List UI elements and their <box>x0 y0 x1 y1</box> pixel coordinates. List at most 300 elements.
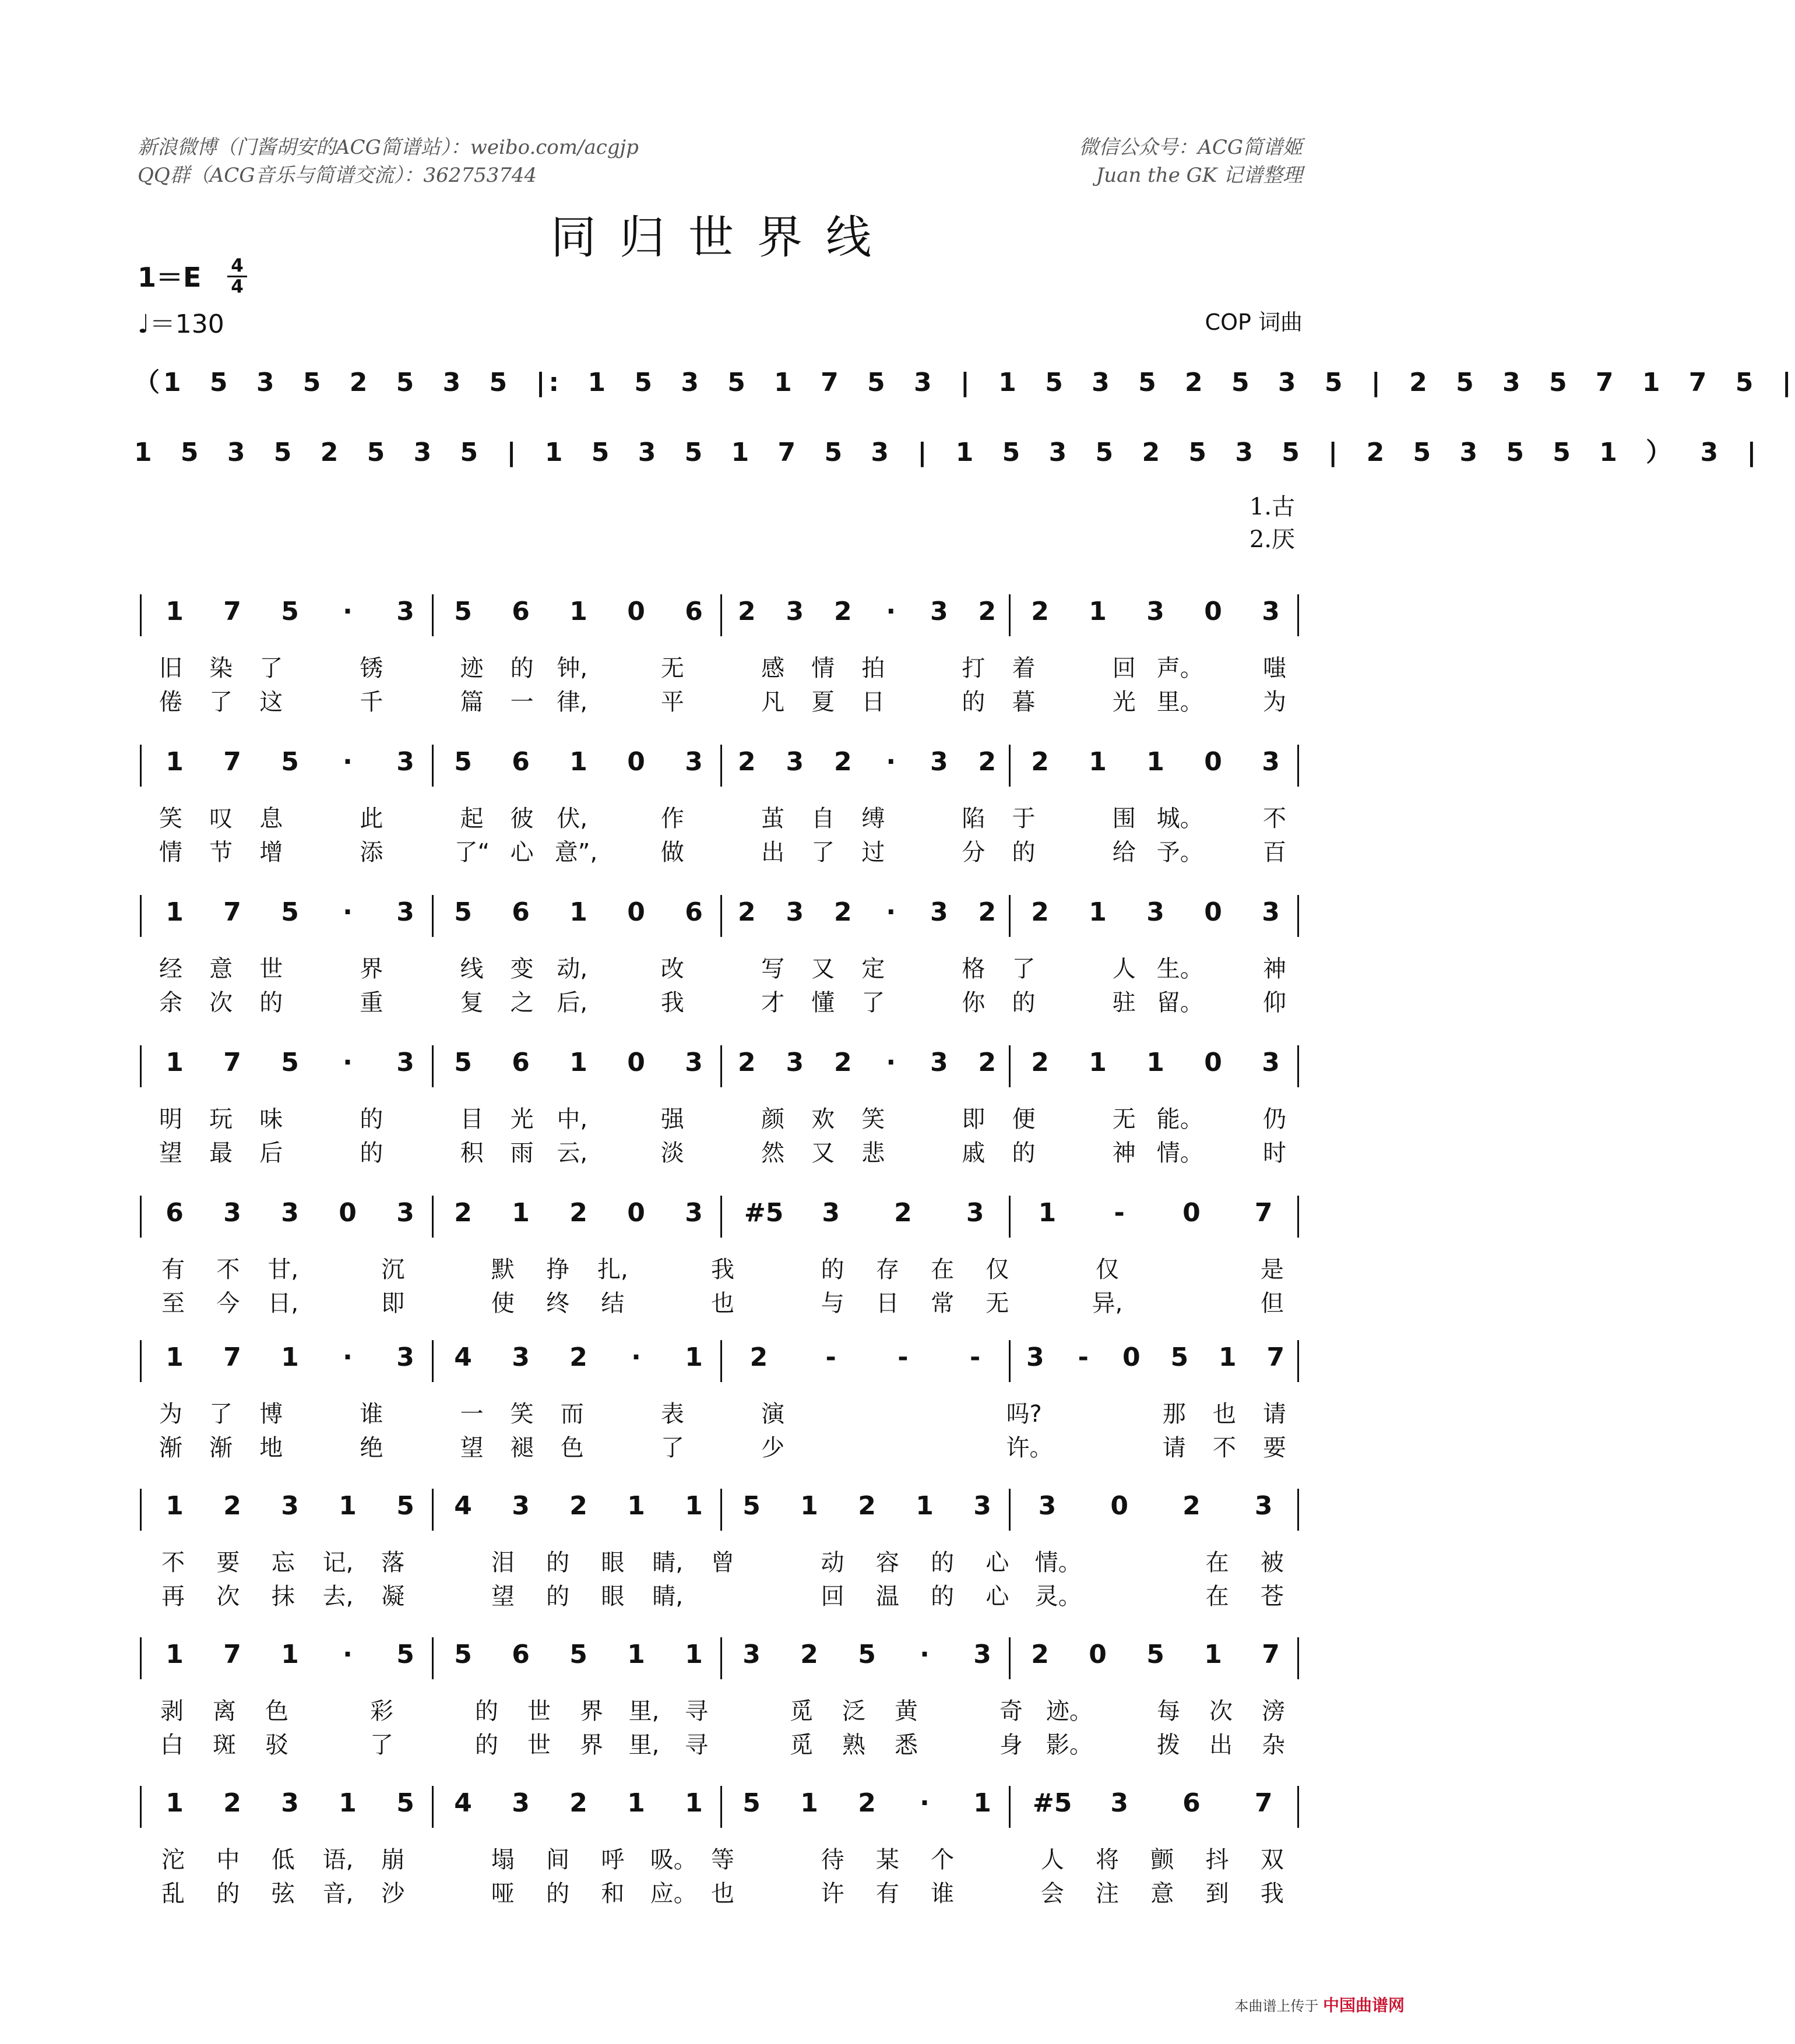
lyric-char: 为 <box>1262 689 1286 716</box>
note: 5 <box>281 1048 299 1077</box>
lyric-char: 给 <box>1112 839 1136 866</box>
lyric-char: 吗? <box>1006 1401 1042 1428</box>
note: 2 <box>569 1788 587 1818</box>
note: 3 <box>786 597 804 626</box>
note: 1 <box>339 1491 357 1521</box>
time-signature-denominator: 4 <box>231 276 244 297</box>
note: 3 <box>1254 1491 1273 1521</box>
lyric-char: 的 <box>821 1256 844 1283</box>
lyric-char: 的 <box>546 1880 570 1907</box>
lyric-char: 添 <box>360 839 383 866</box>
lyric-char: 的 <box>510 655 534 682</box>
note: 6 <box>685 597 703 626</box>
lyric-char: 情 <box>811 655 835 682</box>
key-signature: 1＝E <box>138 262 202 293</box>
barline <box>140 1196 142 1238</box>
header-transcriber: Juan the GK 记谱整理 <box>1096 164 1303 187</box>
note: 1 <box>166 1788 184 1818</box>
barline <box>1297 1786 1299 1828</box>
lyric-char: 起 <box>460 805 484 832</box>
lyric-char: 的 <box>475 1732 498 1758</box>
lyric-char: 应。 <box>650 1880 697 1907</box>
lyric-char: 少 <box>761 1435 785 1461</box>
lyric-char: 剥 <box>160 1698 184 1725</box>
barline <box>432 745 434 787</box>
barline <box>140 1489 142 1531</box>
lyric-char: 望 <box>491 1583 515 1610</box>
lyric-char: 注 <box>1096 1880 1119 1907</box>
barline <box>1009 1637 1011 1679</box>
lyric-char: 着 <box>1012 655 1036 682</box>
lyric-char: 请 <box>1162 1435 1186 1461</box>
note: 5 <box>454 747 472 777</box>
lyric-char: 为 <box>159 1401 183 1428</box>
barline <box>720 1196 722 1238</box>
lyric-char: 才 <box>761 989 785 1016</box>
note: 3 <box>396 1048 414 1077</box>
note: 5 <box>742 1788 761 1818</box>
lyric-char: 次 <box>216 1583 240 1610</box>
lyric-char: 不 <box>161 1549 185 1576</box>
lyric-char: 后 <box>259 1140 283 1167</box>
note: 7 <box>223 897 241 927</box>
lyric-char: 次 <box>1209 1698 1233 1725</box>
note: 2 <box>569 1342 587 1372</box>
lyric-char: 异, <box>1092 1290 1123 1317</box>
lyric-char: 意 <box>209 956 233 982</box>
note: 3 <box>685 1198 703 1228</box>
note: 2 <box>1031 597 1049 626</box>
lyric-char: 我 <box>711 1256 734 1283</box>
note: 5 <box>858 1640 876 1669</box>
lyric-char: 日 <box>861 689 885 716</box>
lyric-char: 的 <box>1012 839 1036 866</box>
note: 5 <box>454 897 472 927</box>
lyric-char: 动, <box>557 956 588 982</box>
time-signature <box>227 256 247 296</box>
barline <box>140 1637 142 1679</box>
lyric-char: 意 <box>1150 1880 1174 1907</box>
barline <box>1297 745 1299 787</box>
lyric-char: 钟, <box>557 655 588 682</box>
lyric-char: 味 <box>259 1106 283 1133</box>
note: 3 <box>512 1491 530 1521</box>
lyric-char: 那 <box>1162 1401 1186 1428</box>
lyric-char: 情。 <box>1156 1140 1203 1167</box>
note: 1 <box>685 1491 703 1521</box>
intro-line: （1 5 3 5 2 5 3 5 |: 1 5 3 5 1 7 5 3 | 1 5 3 5 2 5 3 5 | 2 5 3 5 7 1 7 5 | <box>134 368 1795 397</box>
note: 7 <box>1254 1788 1273 1818</box>
lyric-char: 情。 <box>1034 1549 1082 1576</box>
lyric-char: 复 <box>460 989 484 1016</box>
note: 2 <box>858 1491 876 1521</box>
lyric-char: 弦 <box>271 1880 295 1907</box>
barline <box>720 1786 722 1828</box>
lyric-char: 表 <box>660 1401 684 1428</box>
barline <box>720 745 722 787</box>
lyric-char: 积 <box>460 1140 484 1167</box>
barline <box>140 745 142 787</box>
lyric-char: 了 <box>660 1435 684 1461</box>
note: 5 <box>396 1788 414 1818</box>
lyric-char: 神 <box>1262 956 1286 982</box>
lyric-char: 百 <box>1262 839 1286 866</box>
lyric-char: 明 <box>159 1106 183 1133</box>
note: 0 <box>339 1198 357 1228</box>
lyric-char: 有 <box>161 1256 185 1283</box>
lyric-char: 的 <box>962 689 986 716</box>
lyric-char: 低 <box>271 1846 295 1873</box>
barline <box>1009 594 1011 636</box>
lyric-char: 界 <box>580 1732 603 1758</box>
lyric-char: 淡 <box>660 1140 684 1167</box>
lyric-char: 雨 <box>510 1140 534 1167</box>
note: 1 <box>166 1342 184 1372</box>
lyric-char: 戚 <box>962 1140 986 1167</box>
lyric-char: 增 <box>259 839 283 866</box>
lyric-char: 经 <box>159 956 183 982</box>
lyric-char: 线 <box>460 956 484 982</box>
barline <box>1297 594 1299 636</box>
lyric-char: 作 <box>660 805 684 832</box>
note: 2 <box>1031 1640 1049 1669</box>
note: 6 <box>512 597 530 626</box>
note: 2 <box>800 1640 818 1669</box>
barline <box>1009 1340 1011 1382</box>
note: 3 <box>1110 1788 1128 1818</box>
lyric-char: 语, <box>322 1846 354 1873</box>
lyric-char: 默 <box>491 1256 515 1283</box>
verse-label-2: 2.厌 <box>1249 526 1295 553</box>
lyric-char: 即 <box>962 1106 986 1133</box>
lyric-char: 个 <box>931 1846 955 1873</box>
lyric-char: 忘 <box>271 1549 295 1576</box>
note: - <box>1114 1198 1125 1228</box>
lyric-char: 曾 <box>711 1549 734 1576</box>
note: 1 <box>916 1491 934 1521</box>
lyric-char: 界 <box>360 956 383 982</box>
lyric-char: 容 <box>875 1549 899 1576</box>
note: 1 <box>1204 1640 1222 1669</box>
intro-line: 1 5 3 5 2 5 3 5 | 1 5 3 5 1 7 5 3 | 1 5 3 5 2 5 3 5 | 2 5 3 5 5 1 ） 3 | <box>134 438 1760 467</box>
note: 3 <box>281 1491 299 1521</box>
lyric-char: 在 <box>1205 1583 1229 1610</box>
barline <box>1297 1340 1299 1382</box>
lyric-char: 又 <box>811 956 835 982</box>
note: 1 <box>627 1640 645 1669</box>
note: 2 <box>1031 747 1049 777</box>
lyric-char: 欢 <box>811 1106 835 1133</box>
note: 1 <box>1089 1048 1107 1077</box>
lyric-char: 悉 <box>895 1732 918 1758</box>
lyric-char: 做 <box>660 839 684 866</box>
lyric-char: 的 <box>216 1880 240 1907</box>
barline <box>720 594 722 636</box>
lyric-char: 围 <box>1112 805 1136 832</box>
lyric-char: 倦 <box>159 689 183 716</box>
lyric-char: 不 <box>1212 1435 1236 1461</box>
note: 0 <box>627 1198 645 1228</box>
note: 7 <box>1266 1342 1285 1372</box>
lyric-char: 演 <box>761 1401 785 1428</box>
note: 5 <box>454 597 472 626</box>
lyric-char: 挣 <box>546 1256 570 1283</box>
lyric-char: 的 <box>931 1583 955 1610</box>
note: 6 <box>685 897 703 927</box>
lyric-char: 和 <box>601 1880 625 1907</box>
lyric-char: 心 <box>986 1549 1009 1576</box>
note: 7 <box>223 1048 241 1077</box>
note: - <box>825 1342 836 1372</box>
barline <box>1009 1045 1011 1087</box>
barline <box>720 1637 722 1679</box>
lyric-char: 等 <box>711 1846 734 1873</box>
lyric-char: 写 <box>761 956 785 982</box>
note: 5 <box>454 1640 472 1669</box>
note: · <box>343 747 353 777</box>
lyric-char: 存 <box>875 1256 899 1283</box>
lyric-char: 渐 <box>159 1435 183 1461</box>
barline <box>140 594 142 636</box>
note: 3 <box>973 1491 991 1521</box>
lyric-char: 今 <box>216 1290 240 1317</box>
note: 1 <box>569 747 587 777</box>
note: 3 <box>396 897 414 927</box>
lyric-char: 定 <box>861 956 885 982</box>
lyric-char: 沱 <box>161 1846 185 1873</box>
lyric-char: 沉 <box>381 1256 405 1283</box>
barline <box>432 1637 434 1679</box>
lyric-char: 最 <box>209 1140 233 1167</box>
lyric-char: 也 <box>711 1880 734 1907</box>
lyric-char: 了 <box>259 655 283 682</box>
note: 3 <box>685 1048 703 1077</box>
lyric-char: 驻 <box>1112 989 1136 1016</box>
note: · <box>343 897 353 927</box>
lyric-char: 睛, <box>652 1549 684 1576</box>
note: 3 <box>742 1640 761 1669</box>
lyric-char: 一 <box>460 1401 484 1428</box>
lyric-char: 玩 <box>209 1106 233 1133</box>
lyric-char: 的 <box>259 989 283 1016</box>
barline <box>1009 1786 1011 1828</box>
note: 1 <box>800 1788 818 1818</box>
lyric-char: 无 <box>1112 1106 1136 1133</box>
lyric-char: 灵。 <box>1034 1583 1082 1610</box>
lyric-char: 记, <box>322 1549 354 1576</box>
note: 1 <box>685 1342 703 1372</box>
note: 0 <box>627 597 645 626</box>
lyric-char: 到 <box>1205 1880 1229 1907</box>
lyric-char: 了 <box>1012 956 1036 982</box>
note: - <box>969 1342 981 1372</box>
note: 1 <box>1089 747 1107 777</box>
lyric-char: 黄 <box>895 1698 918 1725</box>
lyric-char: 许。 <box>1006 1435 1053 1461</box>
note: 7 <box>223 597 241 626</box>
lyric-char: 色 <box>560 1435 584 1461</box>
barline <box>432 1340 434 1382</box>
footer-credit <box>1234 1993 1405 2016</box>
header-qq: QQ群（ACG音乐与简谱交流）：362753744 <box>138 164 537 187</box>
note: 0 <box>1204 597 1222 626</box>
lyric-char: 甘, <box>268 1256 299 1283</box>
lyric-char: 过 <box>861 839 885 866</box>
note: 3 <box>396 1198 414 1228</box>
note: 1 <box>569 597 587 626</box>
lyric-char: 也 <box>711 1290 734 1317</box>
lyric-char: 谁 <box>360 1401 383 1428</box>
note: 5 <box>1146 1640 1164 1669</box>
note: 5 <box>281 897 299 927</box>
lyric-char: 笑 <box>861 1106 885 1133</box>
note: - <box>897 1342 909 1372</box>
lyric-char: 了 <box>370 1732 393 1758</box>
note: 5 <box>454 1048 472 1077</box>
lyric-char: 滂 <box>1262 1698 1285 1725</box>
note: 5 <box>569 1640 587 1669</box>
note: 0 <box>1089 1640 1107 1669</box>
lyric-char: 于 <box>1012 805 1036 832</box>
lyric-char: 睛, <box>652 1583 684 1610</box>
composer-credit: COP 词曲 <box>1205 309 1303 335</box>
lyric-char: 我 <box>1260 1880 1284 1907</box>
note: 3 <box>786 897 804 927</box>
note: 3 <box>1146 897 1164 927</box>
lyric-char: 世 <box>527 1732 551 1758</box>
barline <box>1009 1489 1011 1531</box>
barline <box>432 895 434 937</box>
note: 2 <box>737 1048 756 1077</box>
note: 2 <box>833 897 852 927</box>
note: 1 <box>1089 597 1107 626</box>
note: 7 <box>1254 1198 1273 1228</box>
lyric-char: 世 <box>527 1698 551 1725</box>
barline <box>1297 895 1299 937</box>
note: 0 <box>627 897 645 927</box>
lyric-char: 在 <box>931 1256 955 1283</box>
lyric-char: 塌 <box>491 1846 515 1873</box>
lyric-char: 温 <box>875 1583 899 1610</box>
note: 3 <box>973 1640 991 1669</box>
lyric-char: 染 <box>209 655 233 682</box>
lyric-char: 然 <box>761 1140 785 1167</box>
note: 1 <box>166 1640 184 1669</box>
lyric-char: 哑 <box>491 1880 515 1907</box>
note: 6 <box>166 1198 184 1228</box>
note: 3 <box>930 597 948 626</box>
lyric-char: 改 <box>660 956 684 982</box>
lyric-char: 拨 <box>1157 1732 1180 1758</box>
lyric-char: 身 <box>999 1732 1023 1758</box>
note: 5 <box>1170 1342 1189 1372</box>
note: 5 <box>281 597 299 626</box>
note: 1 <box>166 1491 184 1521</box>
lyric-char: 泪 <box>491 1549 515 1576</box>
lyric-char: 呼 <box>601 1846 625 1873</box>
lyric-char: 熟 <box>842 1732 865 1758</box>
lyric-char: 云, <box>557 1140 588 1167</box>
note: 1 <box>281 1640 299 1669</box>
lyric-char: 伏, <box>557 805 588 832</box>
note: 2 <box>737 747 756 777</box>
note: 3 <box>786 747 804 777</box>
barline <box>432 1045 434 1087</box>
barline <box>1297 1196 1299 1238</box>
lyric-char: 会 <box>1040 1880 1064 1907</box>
lyric-char: 打 <box>962 655 986 682</box>
lyric-char: 终 <box>546 1290 570 1317</box>
note: 3 <box>1146 597 1164 626</box>
lyric-char: 某 <box>875 1846 899 1873</box>
lyric-char: 觅 <box>790 1732 813 1758</box>
lyric-char: 夏 <box>811 689 835 716</box>
note: 1 <box>800 1491 818 1521</box>
lyric-char: 意”, <box>554 839 598 866</box>
barline <box>1297 1489 1299 1531</box>
header-weibo: 新浪微博（门酱胡安的ACG简谱站）：weibo.com/acgjp <box>138 136 639 159</box>
lyric-char: 凡 <box>761 689 785 716</box>
note: 2 <box>223 1491 241 1521</box>
note: 3 <box>930 897 948 927</box>
note: 1 <box>166 747 184 777</box>
lyric-char: 常 <box>931 1290 955 1317</box>
lyric-char: 谁 <box>931 1880 955 1907</box>
note: 3 <box>1026 1342 1044 1372</box>
lyric-char: 奇 <box>999 1698 1023 1725</box>
lyric-char: 时 <box>1262 1140 1286 1167</box>
lyric-char: 将 <box>1096 1846 1119 1873</box>
lyric-char: 凝 <box>381 1583 405 1610</box>
lyric-char: 不 <box>1262 805 1286 832</box>
lyric-char: 之 <box>510 989 534 1016</box>
lyric-char: 不 <box>216 1256 240 1283</box>
barline <box>140 895 142 937</box>
lyric-char: 日, <box>268 1290 299 1317</box>
lyric-char: 悲 <box>861 1140 885 1167</box>
lyric-char: 懂 <box>811 989 835 1016</box>
note: · <box>343 1640 353 1669</box>
lyric-char: 便 <box>1012 1106 1036 1133</box>
lyric-char: 无 <box>660 655 684 682</box>
barline <box>432 1786 434 1828</box>
barline <box>140 1340 142 1382</box>
note: 4 <box>454 1788 472 1818</box>
lyric-char: 乱 <box>161 1880 185 1907</box>
lyric-char: 苍 <box>1260 1583 1284 1610</box>
lyric-char: 沙 <box>381 1880 405 1907</box>
lyric-char: 颤 <box>1150 1846 1174 1873</box>
lyric-char: 的 <box>1012 989 1036 1016</box>
lyric-char: 色 <box>265 1698 288 1725</box>
barline <box>432 594 434 636</box>
note: · <box>343 597 353 626</box>
note: 2 <box>833 597 852 626</box>
lyric-char: 拍 <box>861 655 885 682</box>
lyric-char: 无 <box>986 1290 1009 1317</box>
note: · <box>886 597 896 626</box>
barline <box>1009 1196 1011 1238</box>
note: 3 <box>512 1342 530 1372</box>
note: · <box>920 1640 930 1669</box>
note: 2 <box>223 1788 241 1818</box>
note: 2 <box>858 1788 876 1818</box>
note: 5 <box>742 1491 761 1521</box>
lyric-char: 驳 <box>265 1732 288 1758</box>
lyric-char: 的 <box>1012 1140 1036 1167</box>
note: · <box>343 1342 353 1372</box>
note: 3 <box>1262 747 1280 777</box>
